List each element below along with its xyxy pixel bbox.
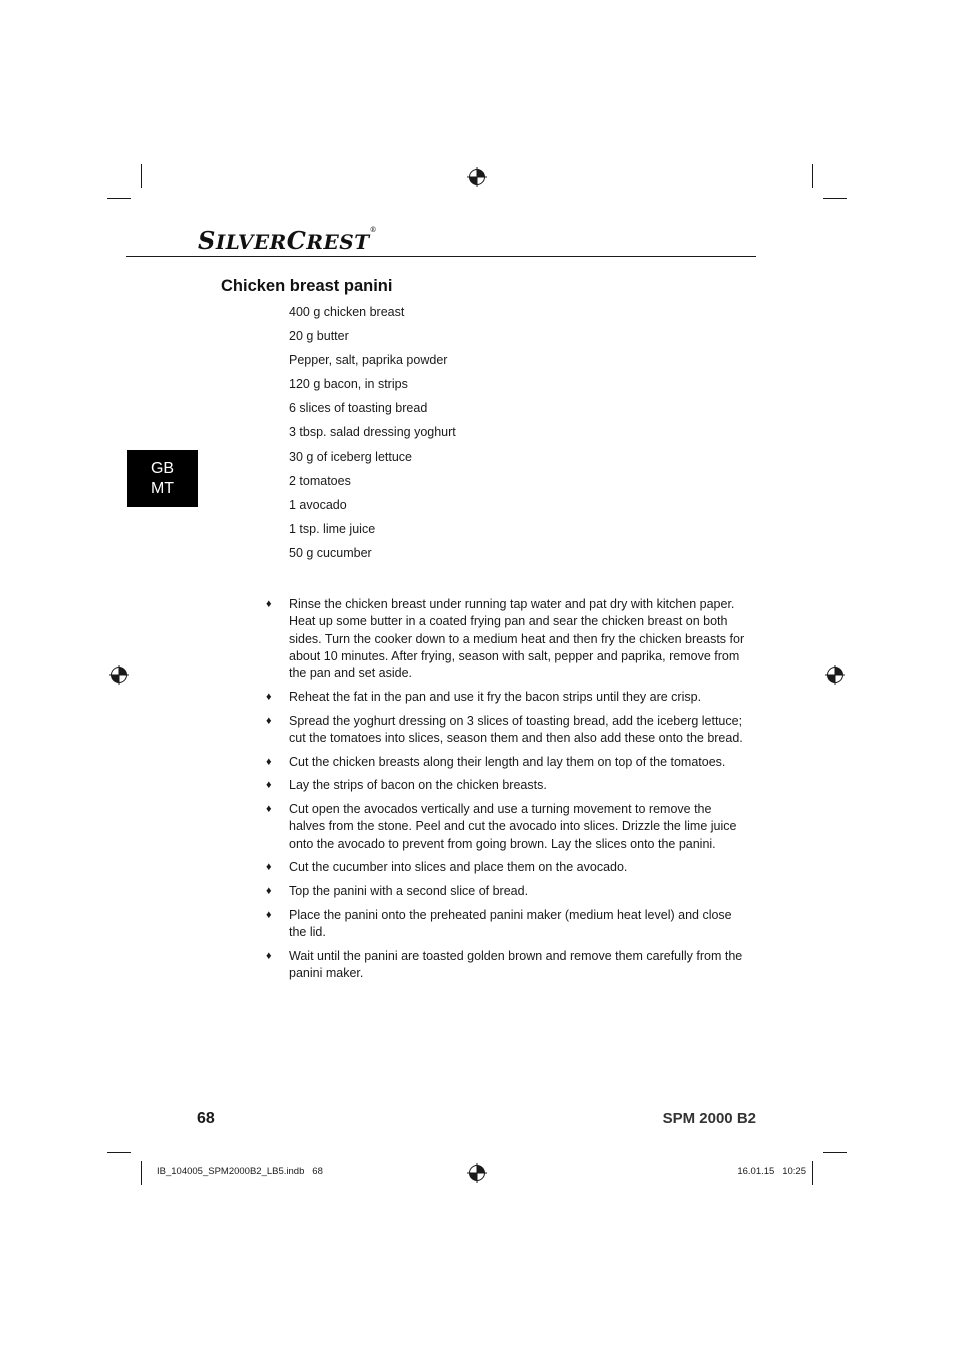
ingredient-item: 1 avocado: [289, 497, 347, 512]
logo-initial: S: [198, 226, 216, 255]
diamond-bullet-icon: ♦: [266, 884, 272, 897]
ingredient-item: 120 g bacon, in strips: [289, 377, 408, 392]
diamond-bullet-icon: ♦: [266, 861, 272, 874]
diamond-bullet-icon: ♦: [266, 779, 272, 792]
diamond-bullet-icon: ♦: [266, 714, 272, 727]
crop-mark: [812, 164, 813, 188]
instruction-step: [266, 948, 746, 983]
step-text: Cut the cucumber into slices and place them on the avocado.: [289, 860, 628, 875]
step-text: Lay the strips of bacon on the chicken breasts.: [289, 778, 547, 793]
crop-mark: [141, 1161, 142, 1185]
ingredient-list: [289, 303, 456, 568]
header-rule: [126, 256, 756, 257]
step-text: Rinse the chicken breast under running tap water and pat dry with kitchen paper. Heat up some butter in a coated frying pan and sear the chicken breast on both sides. Turn the cooker down to a medium heat and then fry the chicken breasts for about 10 minutes. After frying, season with salt, pepper and paprika, remove from the pan and set aside.: [289, 597, 745, 681]
instruction-step: [266, 907, 746, 942]
recipe-title: Chicken breast panini: [221, 277, 393, 295]
diamond-bullet-icon: ♦: [266, 949, 272, 962]
language-tab: [127, 450, 198, 507]
instruction-step: [266, 713, 746, 748]
instruction-step: [266, 754, 746, 771]
crop-mark: [141, 164, 142, 188]
instruction-step: [266, 777, 746, 794]
instruction-step: [266, 689, 746, 706]
instruction-list: [266, 596, 746, 989]
ingredient-item: 30 g of iceberg lettuce: [289, 449, 412, 464]
step-text: Wait until the panini are toasted golden brown and remove them carefully from the panini maker.: [289, 948, 743, 980]
logo-text: ILVER: [215, 230, 287, 254]
ingredient-item: 50 g cucumber: [289, 545, 372, 560]
ingredient-item: 400 g chicken breast: [289, 305, 405, 319]
diamond-bullet-icon: ♦: [266, 755, 272, 768]
diamond-bullet-icon: ♦: [266, 598, 272, 610]
registration-mark-icon: [825, 665, 845, 685]
registered-mark: ®: [369, 226, 378, 234]
instruction-step: [266, 883, 746, 900]
diamond-bullet-icon: ♦: [266, 908, 272, 921]
step-text: Top the panini with a second slice of bread.: [289, 883, 529, 898]
registration-mark-icon: [109, 665, 129, 685]
registration-mark-icon: [467, 1163, 487, 1183]
language-code: GB: [150, 459, 175, 477]
ingredient-item: Pepper, salt, paprika powder: [289, 353, 448, 368]
brand-logo: [198, 226, 377, 255]
page-number: 68: [197, 1110, 215, 1127]
crop-mark: [812, 1161, 813, 1185]
logo-initial: C: [286, 226, 307, 255]
instruction-step: [266, 801, 746, 853]
crop-mark: [823, 198, 847, 199]
step-text: Reheat the fat in the pan and use it fry the bacon strips until they are crisp.: [289, 689, 702, 704]
crop-mark: [107, 198, 131, 199]
ingredient-item: 2 tomatoes: [289, 473, 351, 488]
step-text: Cut the chicken breasts along their length and lay them on top of the tomatoes.: [289, 754, 726, 769]
language-code: MT: [150, 479, 175, 497]
ingredient-item: 6 slices of toasting bread: [289, 401, 428, 416]
step-text: Spread the yoghurt dressing on 3 slices of toasting bread, add the iceberg lettuce; cut the tomatoes into slices, season them and then also add these onto the bread.: [289, 713, 743, 745]
ingredient-item: 20 g butter: [289, 329, 349, 344]
print-file-info: IB_104005_SPM2000B2_LB5.indb 68: [157, 1166, 323, 1177]
ingredient-item: 3 tbsp. salad dressing yoghurt: [289, 425, 456, 440]
registration-mark-icon: [467, 167, 487, 187]
instruction-step: [266, 859, 746, 876]
ingredient-item: 1 tsp. lime juice: [289, 521, 376, 536]
crop-mark: [107, 1152, 131, 1153]
diamond-bullet-icon: ♦: [266, 802, 272, 815]
step-text: Place the panini onto the preheated panini maker (medium heat level) and close the lid.: [289, 907, 732, 939]
crop-mark: [823, 1152, 847, 1153]
logo-text: REST: [306, 230, 370, 254]
instruction-step: [266, 596, 746, 682]
model-number: SPM 2000 B2: [662, 1110, 756, 1127]
print-date-info: 16.01.15 10:25: [737, 1166, 806, 1177]
step-text: Cut open the avocados vertically and use a turning movement to remove the halves from the stone. Peel and cut the avocado into slices. Drizzle the lime juice onto the avocado to prevent from going brown. Lay the slices onto the panini.: [289, 801, 737, 851]
diamond-bullet-icon: ♦: [266, 690, 272, 703]
